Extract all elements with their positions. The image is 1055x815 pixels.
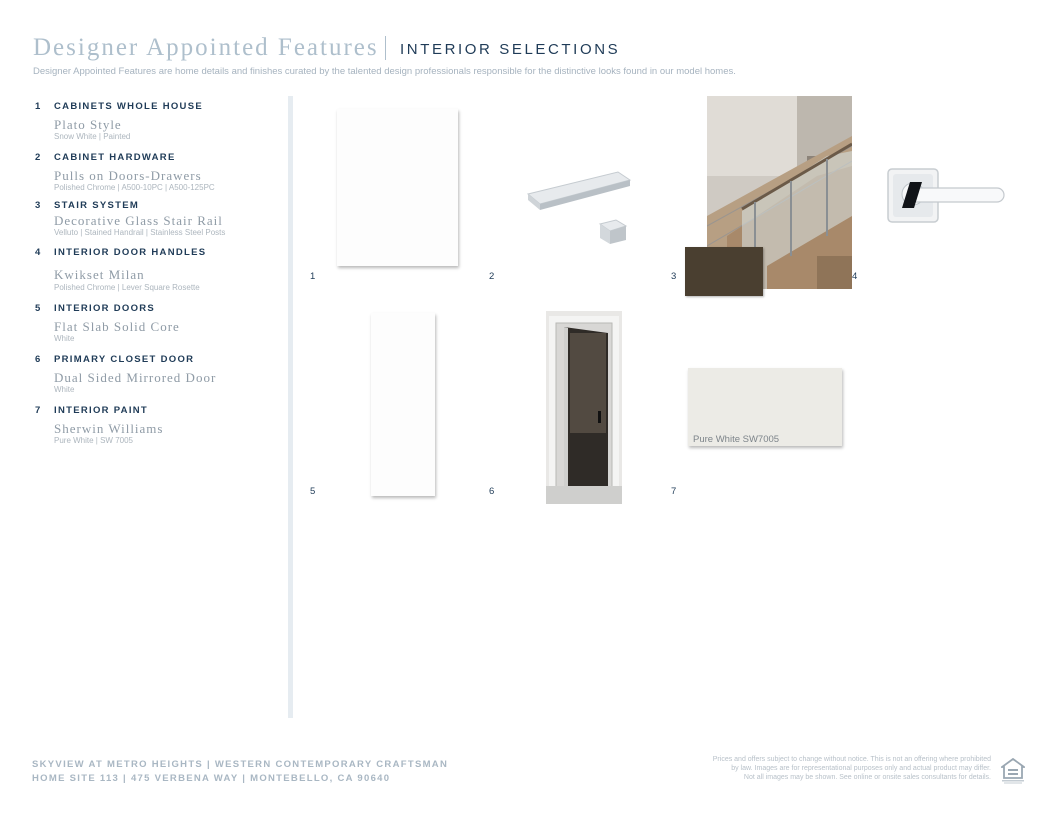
footer-community: SKYVIEW AT METRO HEIGHTS | WESTERN CONTEMPORARY CRAFTSMAN (32, 759, 449, 770)
selection-name: Kwikset Milan (54, 267, 145, 282)
selection-category: CABINETS WHOLE HOUSE (54, 101, 203, 112)
page-title: Designer Appointed Features (33, 34, 379, 61)
selection-category: INTERIOR DOOR HANDLES (54, 247, 207, 258)
selection-detail: Polished Chrome | Lever Square Rosette (54, 283, 200, 292)
selection-name: Decorative Glass Stair Rail (54, 213, 223, 228)
footer-homesite: HOME SITE 113 | 475 VERBENA WAY | MONTEBELLO, CA 90640 (32, 773, 391, 784)
interior-door-image (371, 313, 435, 496)
page-description: Designer Appointed Features are home details and finishes curated by the talented design professionals responsible for the distinctive looks found in our model homes. (33, 66, 736, 77)
title-separator (385, 36, 386, 60)
selection-category: STAIR SYSTEM (54, 200, 140, 211)
selection-name: Sherwin Williams (54, 421, 164, 436)
selection-number: 1 (35, 101, 41, 112)
selection-detail: White (54, 385, 75, 394)
cabinet-pull-image (524, 166, 634, 246)
selection-name: Plato Style (54, 117, 122, 132)
image-label-1: 1 (310, 271, 316, 282)
paint-swatch-label: Pure White SW7005 (693, 434, 780, 445)
selection-number: 4 (35, 247, 41, 258)
vertical-divider (288, 96, 293, 718)
selection-name: Pulls on Doors-Drawers (54, 168, 202, 183)
disclaimer-line-3: Not all images may be shown. See online or onsite sales consultants for details. (743, 774, 991, 781)
selection-detail: Velluto | Stained Handrail | Stainless Steel Posts (54, 228, 226, 237)
image-label-3: 3 (671, 271, 677, 282)
image-label-4: 4 (852, 271, 858, 282)
selection-category: INTERIOR PAINT (54, 405, 149, 416)
selection-number: 3 (35, 200, 41, 211)
selection-category: INTERIOR DOORS (54, 303, 156, 314)
selection-detail: Pure White | SW 7005 (54, 436, 133, 445)
stair-stain-swatch (685, 247, 763, 296)
disclaimer-line-2: by law. Images are for representational purposes only and actual product may differ. (731, 765, 991, 772)
image-label-6: 6 (489, 486, 495, 497)
paint-swatch (688, 368, 842, 446)
image-label-2: 2 (489, 271, 495, 282)
image-label-7: 7 (671, 486, 677, 497)
selection-name: Flat Slab Solid Core (54, 319, 180, 334)
selection-number: 2 (35, 152, 41, 163)
selection-number: 6 (35, 354, 41, 365)
selection-number: 5 (35, 303, 41, 314)
selection-detail: Polished Chrome | A500-10PC | A500-125PC (54, 183, 215, 192)
selection-category: CABINET HARDWARE (54, 152, 176, 163)
equal-housing-opportunity-icon (1001, 758, 1025, 784)
selection-detail: White (54, 334, 75, 343)
selection-category: PRIMARY CLOSET DOOR (54, 354, 195, 365)
cabinet-door-image (337, 109, 458, 266)
mirrored-door-image (546, 311, 622, 504)
image-label-5: 5 (310, 486, 316, 497)
page-subtitle: INTERIOR SELECTIONS (400, 41, 621, 58)
selection-detail: Snow White | Painted (54, 132, 131, 141)
door-handle-image (884, 166, 1008, 226)
disclaimer-line-1: Prices and offers subject to change without notice. This is not an offering where prohibited (712, 756, 991, 763)
selection-number: 7 (35, 405, 41, 416)
selection-name: Dual Sided Mirrored Door (54, 370, 217, 385)
